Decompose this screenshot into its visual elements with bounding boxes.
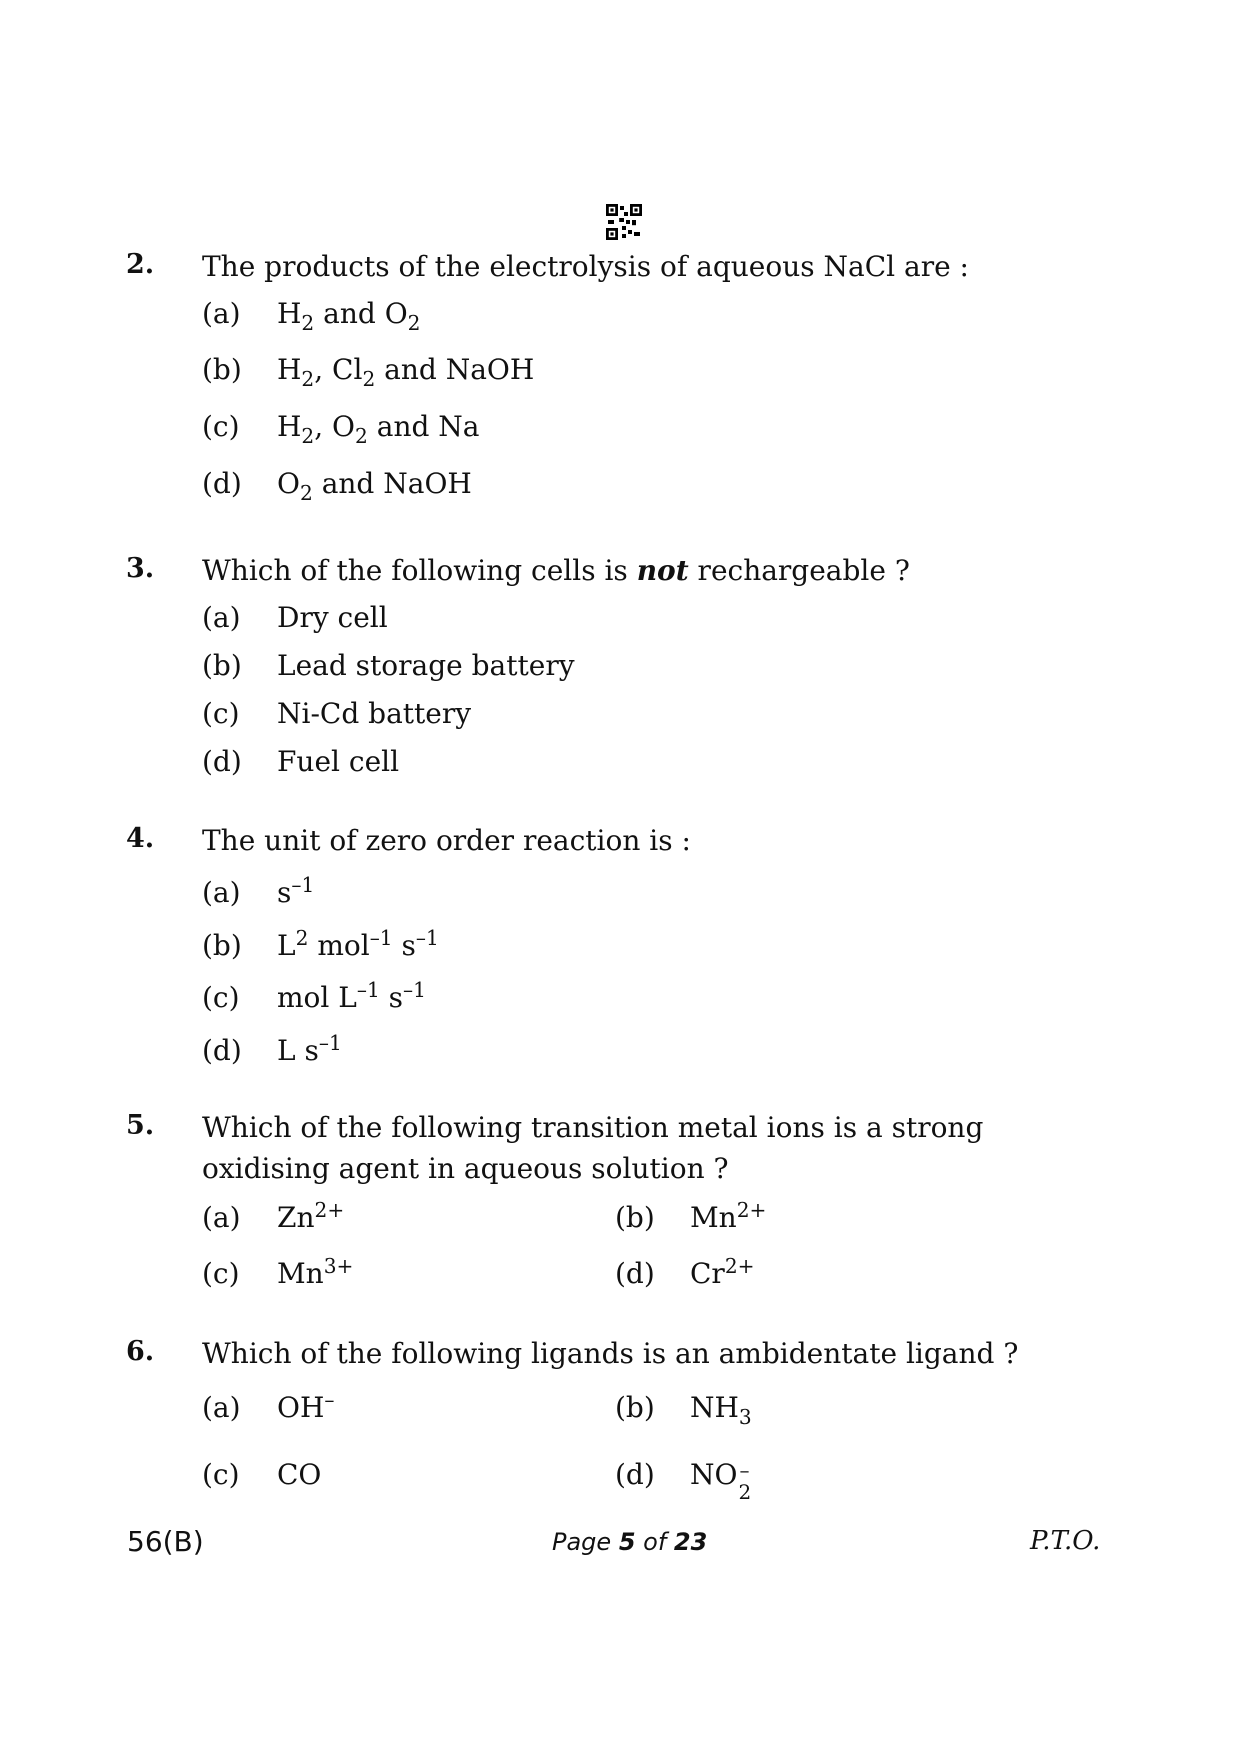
option-label: (d) (615, 1257, 655, 1290)
question-text: Which of the following cells is not rechargeable ? (202, 554, 910, 587)
option-text: Dry cell (277, 601, 388, 634)
option-text: $H_2$, $Cl_2$ and NaOH (277, 353, 535, 392)
question-text: Which of the following ligands is an ambidentate ligand ? (202, 1337, 1019, 1370)
option-text: L $s^{-1}$ (277, 1030, 342, 1067)
option-text: $Cr^{2+}$ (690, 1253, 755, 1290)
option-label: (d) (615, 1458, 655, 1491)
qr-code-icon (606, 204, 642, 240)
option-text: $NH_3$ (690, 1391, 752, 1430)
question-number: 3. (126, 553, 155, 584)
question-text: Which of the following transition metal ions is a strong oxidising agent in aqueous solution ? (202, 1111, 984, 1185)
option-label: (d) (202, 1034, 242, 1067)
pto-label: P.T.O. (1030, 1526, 1101, 1556)
option-label: (c) (202, 1257, 240, 1290)
option-text: mol $L^{-1}$ $s^{-1}$ (277, 977, 426, 1014)
page-middle: of (635, 1528, 674, 1556)
option-text: $Mn^{3+}$ (277, 1253, 354, 1290)
option-text: OH– (277, 1387, 335, 1424)
option-label: (b) (615, 1201, 655, 1234)
question-text: The products of the electrolysis of aqueous NaCl are : (202, 250, 969, 283)
option-label: (a) (202, 1391, 241, 1424)
option-label: (a) (202, 1201, 241, 1234)
page-total: 23 (673, 1528, 708, 1556)
option-label: (a) (202, 601, 241, 634)
option-label: (c) (202, 981, 240, 1014)
option-label: (c) (202, 697, 240, 730)
question-number: 4. (126, 823, 155, 854)
option-label: (a) (202, 876, 241, 909)
option-label: (c) (202, 1458, 240, 1491)
option-label: (b) (202, 649, 242, 682)
option-text: $s^{-1}$ (277, 872, 315, 909)
question-number: 5. (126, 1110, 155, 1141)
option-text: $L^2$ mol$^{-1}$ $s^{-1}$ (277, 925, 439, 962)
option-text: $O_2$ and NaOH (277, 467, 472, 506)
option-text: $Zn^{2+}$ (277, 1197, 345, 1234)
paper-code: 56(B) (127, 1525, 204, 1558)
question-number: 2. (126, 249, 155, 280)
option-text: Lead storage battery (277, 649, 575, 682)
question-number: 6. (126, 1336, 155, 1367)
option-label: (b) (615, 1391, 655, 1424)
page-prefix: Page (552, 1528, 619, 1556)
question-text: The unit of zero order reaction is : (202, 824, 691, 857)
option-text: $H_2$, $O_2$ and Na (277, 410, 480, 449)
page-current: 5 (618, 1528, 636, 1556)
option-label: (d) (202, 467, 242, 500)
option-text: Fuel cell (277, 745, 400, 778)
option-label: (d) (202, 745, 242, 778)
option-text: Ni-Cd battery (277, 697, 472, 730)
option-text: $H_2$ and $O_2$ (277, 297, 421, 336)
option-text: CO (277, 1458, 322, 1491)
option-text: $Mn^{2+}$ (690, 1197, 767, 1234)
page-number (552, 1528, 707, 1556)
option-label: (b) (202, 353, 242, 386)
option-label: (a) (202, 297, 241, 330)
option-label: (b) (202, 929, 242, 962)
option-label: (c) (202, 410, 240, 443)
option-text: NO – 2 (690, 1458, 752, 1504)
